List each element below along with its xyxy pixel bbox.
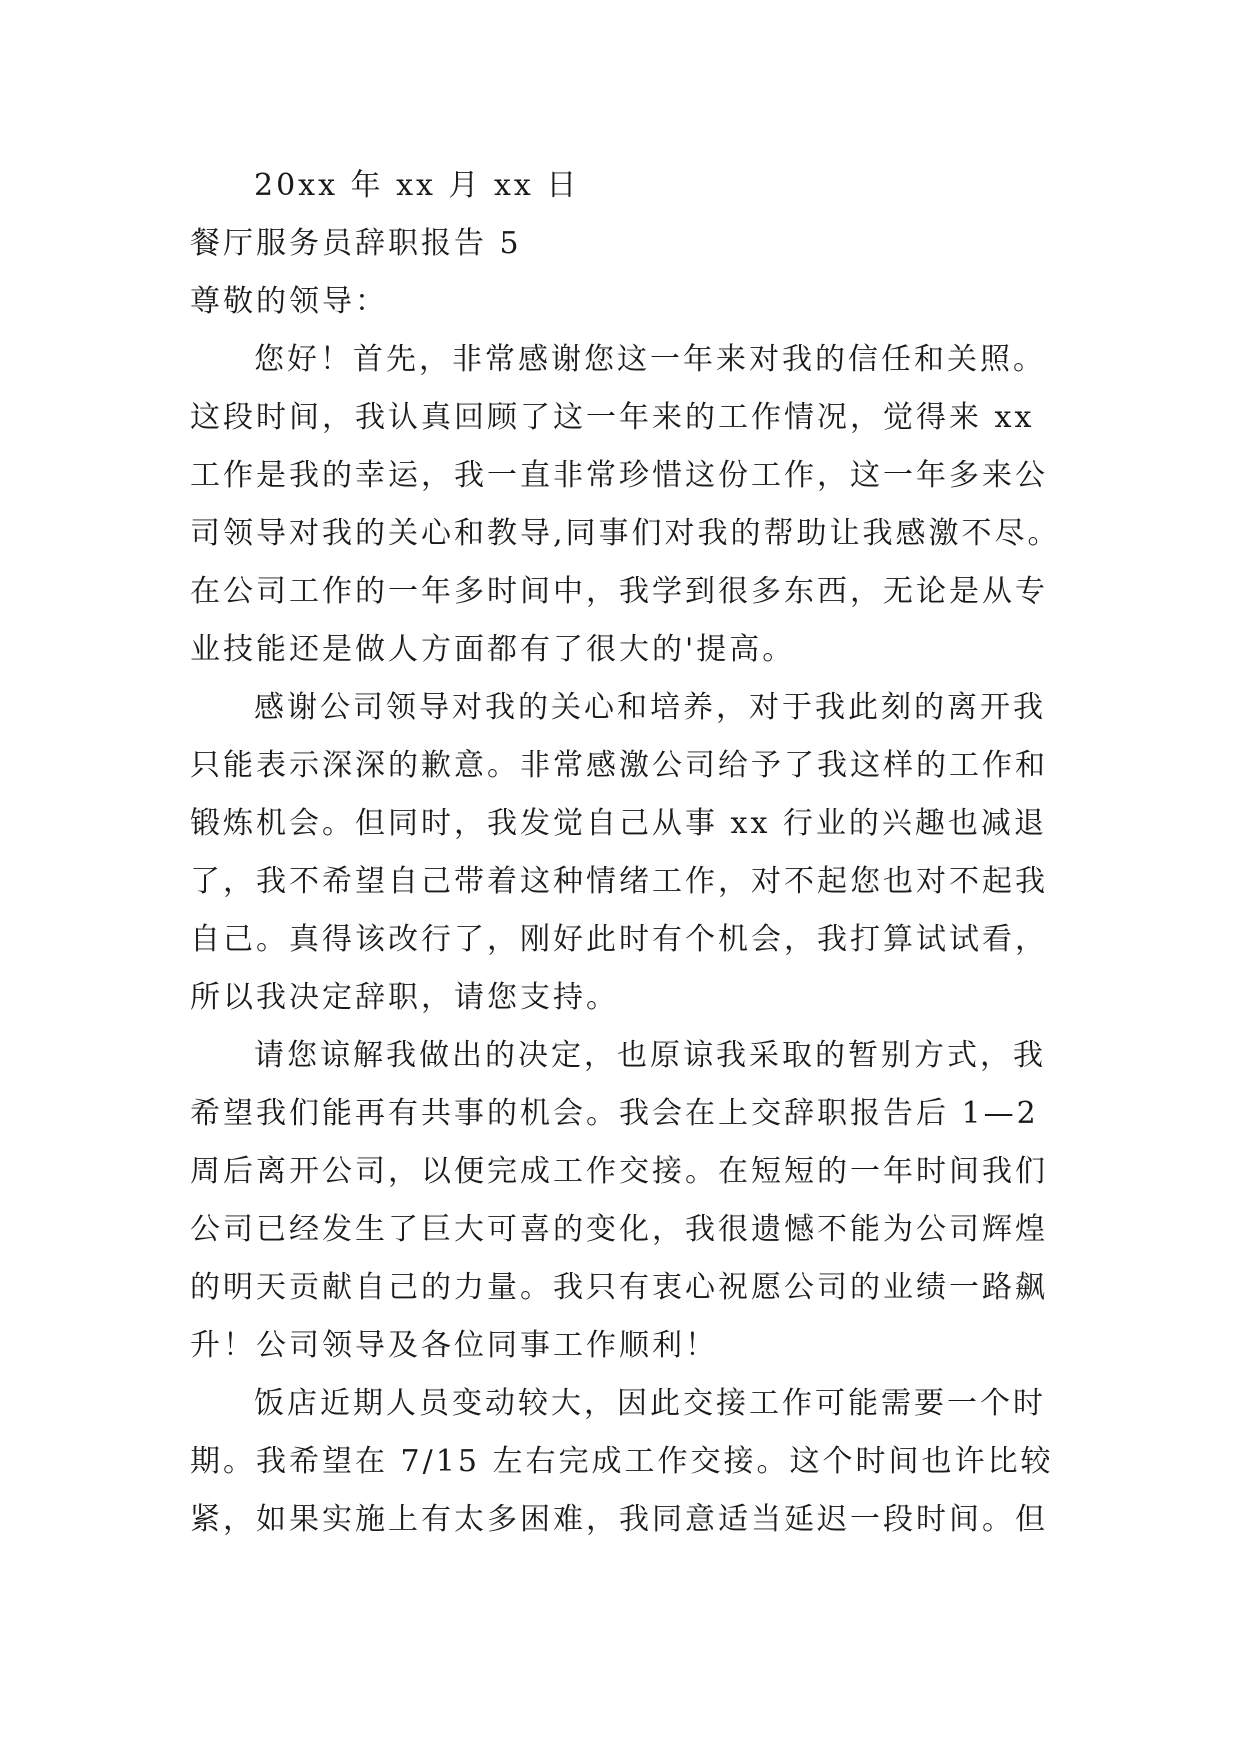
paragraph-line: 周后离开公司，以便完成工作交接。在短短的一年时间我们 — [190, 1154, 1048, 1189]
paragraph-line: 饭店近期人员变动较大，因此交接工作可能需要一个时 — [254, 1386, 1046, 1421]
document-heading: 餐厅服务员辞职报告 5 — [190, 226, 522, 261]
paragraph-line: 只能表示深深的歉意。非常感激公司给予了我这样的工作和 — [190, 748, 1048, 783]
paragraph-line: 工作是我的幸运，我一直非常珍惜这份工作，这一年多来公 — [190, 458, 1048, 493]
salutation: 尊敬的领导： — [190, 284, 388, 319]
paragraph-line: 期。我希望在 7/15 左右完成工作交接。这个时间也许比较 — [190, 1444, 1054, 1479]
paragraph-line: 锻炼机会。但同时，我发觉自己从事 xx 行业的兴趣也减退 — [190, 806, 1047, 841]
paragraph-line: 升！公司领导及各位同事工作顺利！ — [190, 1328, 718, 1363]
paragraph-line: 紧，如果实施上有太多困难，我同意适当延迟一段时间。但 — [190, 1502, 1048, 1537]
paragraph-line: 业技能还是做人方面都有了很大的'提高。 — [190, 632, 796, 667]
paragraph-line: 您好！首先，非常感谢您这一年来对我的信任和关照。 — [254, 342, 1046, 377]
paragraph-line: 自己。真得该改行了，刚好此时有个机会，我打算试试看， — [190, 922, 1048, 957]
paragraph-line: 所以我决定辞职，请您支持。 — [190, 980, 619, 1015]
paragraph-line: 司领导对我的关心和教导,同事们对我的帮助让我感激不尽。 — [190, 516, 1061, 551]
paragraph-line: 感谢公司领导对我的关心和培养，对于我此刻的离开我 — [254, 690, 1046, 725]
paragraph-line: 这段时间，我认真回顾了这一年来的工作情况，觉得来 xx — [190, 400, 1035, 435]
paragraph-line: 请您谅解我做出的决定，也原谅我采取的暂别方式，我 — [254, 1038, 1046, 1073]
paragraph-line: 的明天贡献自己的力量。我只有衷心祝愿公司的业绩一路飙 — [190, 1270, 1048, 1305]
paragraph-line: 了，我不希望自己带着这种情绪工作，对不起您也对不起我 — [190, 864, 1048, 899]
date-line: 20xx 年 xx 月 xx 日 — [254, 168, 580, 203]
paragraph-line: 公司已经发生了巨大可喜的变化，我很遗憾不能为公司辉煌 — [190, 1212, 1048, 1247]
paragraph-line: 在公司工作的一年多时间中，我学到很多东西，无论是从专 — [190, 574, 1048, 609]
paragraph-line: 希望我们能再有共事的机会。我会在上交辞职报告后 1—2 — [190, 1096, 1039, 1131]
